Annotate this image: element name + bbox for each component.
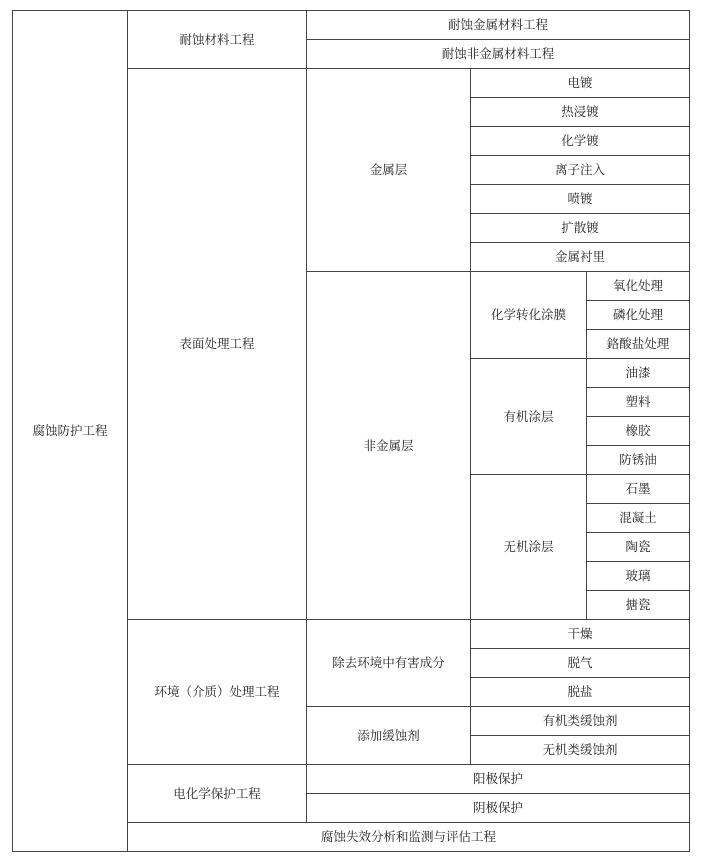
inhibitor-cell: 添加缓蚀剂 xyxy=(307,707,471,765)
metal-layer-item: 化学镀 xyxy=(471,127,690,156)
inorganic-coating-item: 陶瓷 xyxy=(587,533,690,562)
inorganic-coating-item: 搪瓷 xyxy=(587,591,690,620)
removal-item: 干燥 xyxy=(471,620,690,649)
metal-layer-item: 金属衬里 xyxy=(471,243,690,272)
electrochem-item: 阴极保护 xyxy=(307,794,690,823)
electrochem-cell: 电化学保护工程 xyxy=(128,765,307,823)
materials-item: 耐蚀非金属材料工程 xyxy=(307,40,690,69)
conversion-coating-item: 磷化处理 xyxy=(587,301,690,330)
environment-cell: 环境（介质）处理工程 xyxy=(128,620,307,765)
metal-layer-item: 喷镀 xyxy=(471,185,690,214)
inorganic-coating-item: 混凝土 xyxy=(587,504,690,533)
metal-layer-item: 扩散镀 xyxy=(471,214,690,243)
removal-item: 脱盐 xyxy=(471,678,690,707)
inhibitor-item: 无机类缓蚀剂 xyxy=(471,736,690,765)
electrochem-item: 阳极保护 xyxy=(307,765,690,794)
inorganic-coating-item: 石墨 xyxy=(587,475,690,504)
metal-layer-cell: 金属层 xyxy=(307,69,471,272)
materials-item: 耐蚀金属材料工程 xyxy=(307,11,690,40)
table-row xyxy=(13,11,690,40)
root-cell: 腐蚀防护工程 xyxy=(13,11,128,852)
removal-cell: 除去环境中有害成分 xyxy=(307,620,471,707)
organic-coating-item: 橡胶 xyxy=(587,417,690,446)
failure-analysis-cell: 腐蚀失效分析和监测与评估工程 xyxy=(128,823,690,852)
conversion-coating-item: 氧化处理 xyxy=(587,272,690,301)
inorganic-coating-cell: 无机涂层 xyxy=(471,475,587,620)
conversion-coating-cell: 化学转化涂膜 xyxy=(471,272,587,359)
organic-coating-cell: 有机涂层 xyxy=(471,359,587,475)
metal-layer-item: 离子注入 xyxy=(471,156,690,185)
metal-layer-item: 热浸镀 xyxy=(471,98,690,127)
organic-coating-item: 油漆 xyxy=(587,359,690,388)
nonmetal-layer-cell: 非金属层 xyxy=(307,272,471,620)
metal-layer-item: 电镀 xyxy=(471,69,690,98)
materials-cell: 耐蚀材料工程 xyxy=(128,11,307,69)
organic-coating-item: 防锈油 xyxy=(587,446,690,475)
removal-item: 脱气 xyxy=(471,649,690,678)
inhibitor-item: 有机类缓蚀剂 xyxy=(471,707,690,736)
corrosion-protection-table xyxy=(12,10,690,852)
surface-cell: 表面处理工程 xyxy=(128,69,307,620)
inorganic-coating-item: 玻璃 xyxy=(587,562,690,591)
conversion-coating-item: 鉻酸盐处理 xyxy=(587,330,690,359)
organic-coating-item: 塑料 xyxy=(587,388,690,417)
